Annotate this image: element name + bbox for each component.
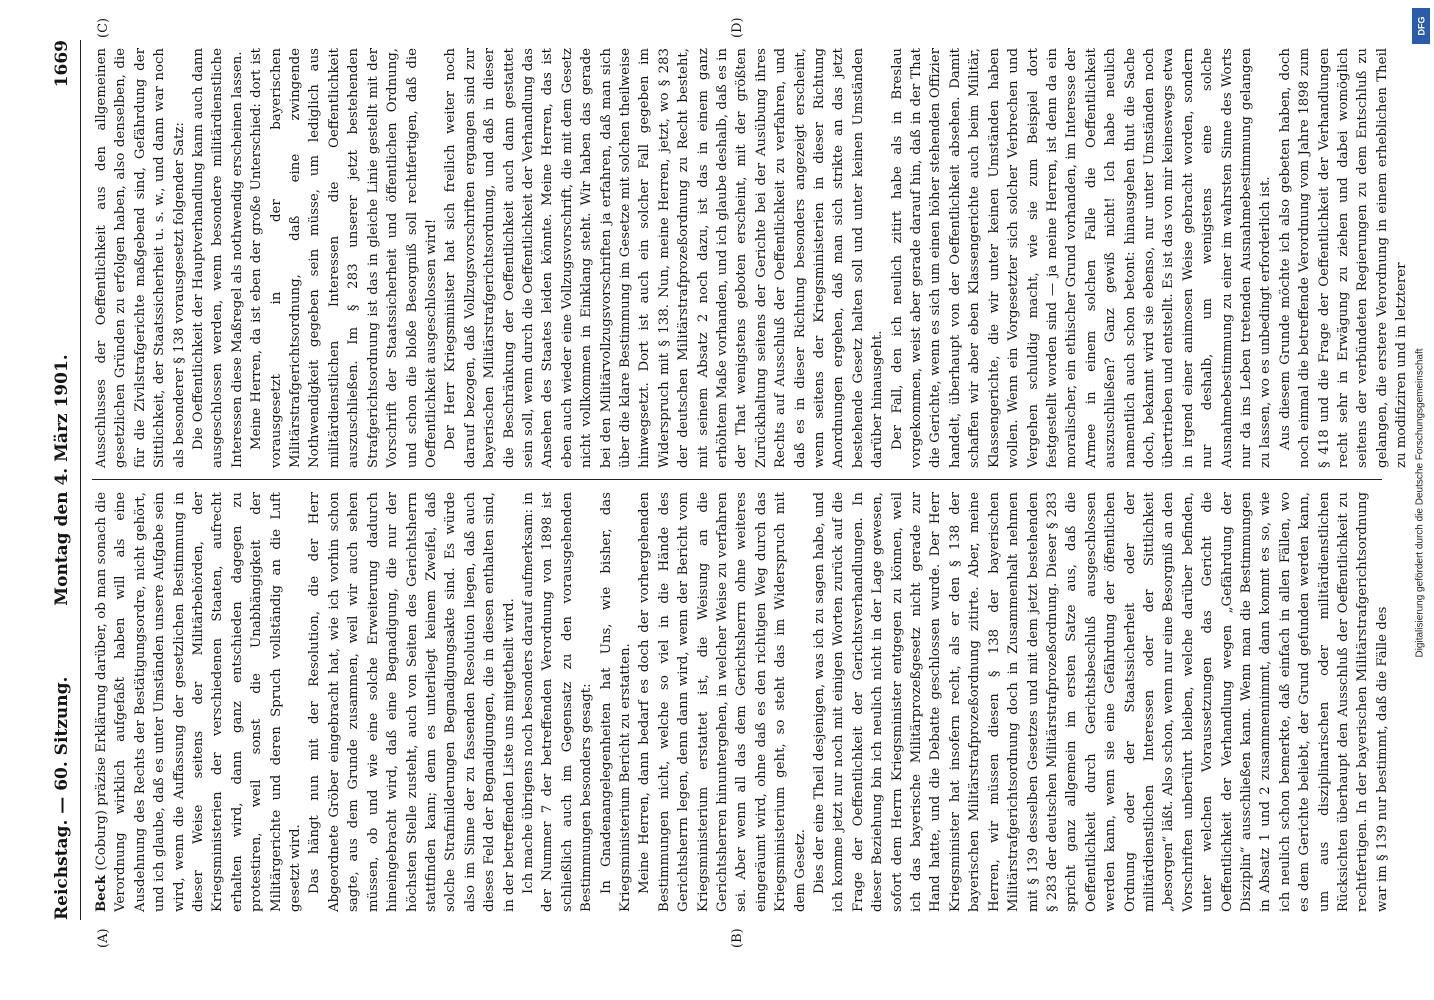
speaker-name: Beck	[94, 874, 109, 912]
margin-letter-c: (C)	[96, 17, 111, 38]
digitization-text: Digitalisierung gefördert durch die Deutsche Forschungsgemeinschaft	[1414, 348, 1426, 658]
right-column	[92, 48, 1410, 468]
margin-letter-a: (A)	[96, 928, 111, 948]
right-paragraph-6: Aus diesem Grunde möchte ich also gebeten haben, doch noch einmal die betreffende Verordnung vom Jahre 1898 zum § 418 und die Frage der Oeffentlichkeit der Verhandlungen recht sehr in Erwägung zu ziehen und dabei womöglich seitens der verbündeten Regierungen zu dem Entschluß zu gelangen, die erstere Verordnung in einem erheblichen Theil zu modifiziren und in letzterer	[1277, 48, 1410, 468]
right-paragraph-3: Meine Herren, da ist eben der große Unterschied: dort ist vorausgesetzt in der bayerischen Militärstrafgerichtsordnung, daß eine zwingende Nothwendigkeit gegeben sein müsse, um lediglich aus militärdienstlichen Interessen die Oeffentlichkeit auszuschließen. Im § 283 unserer jetzt bestehenden Strafgerichtsordnung ist das in gleiche Linie gestellt mit der Vorschrift der Staatssicherheit und öffentlichen Ordnung, und schon die bloße Besorgniß soll rechtfertigen, daß die Oeffentlichkeit ausgeschlossen wird!	[249, 48, 439, 468]
left-paragraph-1: präzise Erklärung darüber, ob man sonach die Verordnung wirklich aufgefaßt haben will als eine Ausdehnung des Rechts der Bestätigungsordre, nicht gehört, und ich glaube, daß es unter Umständen unsere Aufgabe sein wird, wenn die Auffassung der gesetzlichen Bestimmung in dieser Weise seitens der Militärbehörden, der Kriegsministerien der verschiedenen Staaten, aufrecht erhalten wird, dann ganz entschieden dagegen zu protestiren, weil sonst die Unabhängigkeit der Militärgerichte und deren Spruch vollständig an die Luft gesetzt wird.	[94, 492, 304, 912]
margin-letter-d: (D)	[730, 17, 745, 38]
left-paragraph-5: Meine Herren, dann bedarf es doch der vorhergehenden Bestimmungen nicht, welche so viel in die Hände des Gerichtsherrn legen, denn dann wird, wenn der Bericht vom Kriegsministerium erstattet ist, die Weisung an die Gerichtsherren hinuntergehen, in welcher Weise zu verfahren sei. Aber wenn all das dem Gerichtsherrn ohne weiteres eingeräumt wird, ohne daß es den richtigen Weg durch das Kriegsministerium geht, so steht das im Widerspruch mit dem Gesetz.	[637, 492, 808, 912]
speaker-paragraph	[92, 492, 305, 912]
header-page-number: 1669	[52, 40, 72, 88]
digitization-note	[1410, 8, 1430, 998]
left-paragraph-2: Das hängt nun mit der Resolution, die der Herr Abgeordnete Gröber eingebracht hat, wie ich vorhin schon sagte, aus dem Grunde zusammen, weil wir auch sehen müssen, ob und wie eine solche Erweiterung dadurch hineingebracht wird, daß eine Begnadigung, die nur der höchsten Stelle zusteht, auch von Seiten des Gerichtsherrn stattfinden kann; denn es unterliegt keinem Zweifel, daß solche Strafmilderungen Begnadigungsakte sind. Es würde also im Sinne der zu fassenden Resolution liegen, daß auch dieses Feld der Begnadigungen, die in diesen enthalten sind, in der betreffenden Liste uns mitgetheilt wird.	[307, 492, 517, 912]
page-header	[52, 40, 76, 920]
header-session: Reichstag. — 60. Sitzung.	[52, 676, 72, 920]
right-paragraph-5: Der Fall, den ich neulich zitirt habe als in Breslau vorgekommen, weist aber gerade darauf hin, daß in der That die Gerichte, wenn es sich um einen höher stehenden Offizier handelt, überhaupt von der Oeffentlichkeit absehen. Damit schaffen wir aber eben Klassengerichte auch beim Militär, Klassengerichte, die wir unter keinen Umständen haben wollen. Wenn ein Vorgesetzter sich solcher Verbrechen und Vergehen schuldig macht, wie sie zum Beispiel dort festgestellt worden sind — ja meine Herren, ist denn da ein moralischer, ein ethischer Grund vorhanden, im Interesse der Armee in einem solchen Falle die Oeffentlichkeit auszuschließen? Ganz gewiß nicht! Ich habe neulich namentlich auch schon betont: hinausgehen thut die Sache doch, bekannt wird sie ebenso, nur unter Umständen noch übertrieben und entstellt. Es ist das von mir keineswegs etwa in irgend einer animosen Weise gebracht worden, sondern nur deshalb, um wenigstens eine solche Ausnahmebestimmung zu einer im wahrsten Sinne des Worts nur da ins Leben tretenden Ausnahmebestimmung gelangen zu lassen, wo es unbedingt erforderlich ist.	[889, 48, 1274, 468]
right-quote: Die Oeffentlichkeit der Hauptverhandlung kann auch dann ausgeschlossen werden, wenn besondere militärdienstliche Interessen diese Maßregel als nothwendig erscheinen lassen.	[191, 48, 245, 468]
dfg-logo	[1412, 8, 1430, 44]
header-rule	[80, 40, 81, 920]
left-paragraph-3: Ich mache übrigens noch besonders darauf aufmerksam: in der Nummer 7 der betreffenden Verordnung von 1898 ist schließlich auch im Gegensatz zu den vorausgehenden Bestimmungen besonders gesagt:	[520, 492, 595, 912]
column-divider	[92, 479, 1382, 480]
speaker-place: (Coburg)	[94, 810, 109, 871]
header-date: Montag den 4. März 1901.	[52, 354, 72, 606]
right-paragraph-1: Ausschlusses der Oeffentlichkeit aus den allgemeinen gesetzlichen Gründen zu erfolgen haben, also denselben, die für die Zivilstrafgerichte maßgebend sind, Gefährdung der Sittlichkeit, der Staatssicherheit u. s. w., und dann war noch als besonderer § 138 vorausgesetzt folgender Satz:	[94, 48, 187, 468]
left-column	[92, 492, 1390, 912]
margin-letter-b: (B)	[730, 928, 745, 948]
right-paragraph-4: Der Herr Kriegsminister hat sich freilich weiter noch darauf bezogen, daß Vollzugsvorschriften ergangen sind zur bayerischen Militärstrafgerichtsordnung, und daß in dieser die Beschränkung der Oeffentlichkeit auch dann gestattet sein soll, wenn durch die Oeffentlichkeit der Verhandlung das Ansehen des Staates leiden könnte. Meine Herren, das ist eben auch wieder eine Vollzugsvorschrift, die mit dem Gesetz nicht vollkommen in Einklang steht. Wir haben das gerade bei den Militärvollzugsvorschriften ja erfahren, daß man sich über die klare Bestimmung im Gesetze mit solchen theilweise hinwegsetzt. Dort ist auch ein solcher Fall gegeben im Widerspruch mit § 138. Nun, meine Herren, jetzt, wo § 283 der deutschen Militärstrafprozeßordnung zu Recht besteht, mit seinem Absatz 2 noch dazu, ist das in einem ganz erhöhtem Maße vorhanden, und ich glaube deshalb, daß es in der That wenigstens geboten erscheint, mit der größten Zurückhaltung seitens der Gerichte bei der Ausübung ihres Rechts auf Ausschluß der Oeffentlichkeit zu verfahren, und daß es in dieser Richtung besonders angezeigt erscheint, wenn seitens der Kriegsministerien in dieser Richtung Anordnungen ergehen, daß man sich strikte an das jetzt bestehende Gesetz halten soll und unter keinen Umständen darüber hinausgeht.	[443, 48, 886, 468]
dfg-logo-text: DFG	[1416, 16, 1426, 36]
left-quote: In Gnadenangelegenheiten hat Uns, wie bisher, das Kriegsministerium Bericht zu erstatten.	[598, 492, 633, 912]
left-paragraph-6: Dies der eine Theil desjenigen, was ich zu sagen habe, und ich komme jetzt nur noch mit einigen Worten zurück auf die Frage der Oeffentlichkeit der Gerichtsverhandlungen. In dieser Beziehung bin ich neulich nicht in der Lage gewesen, sofort dem Herrn Kriegsminister entgegen zu können, weil ich das bayerische Militärprozeßgesetz nicht gerade zur Hand hatte, und die Debatte geschlossen wurde. Der Herr Kriegsminister hat insofern recht, als er den § 138 der bayerischen Militärstrafprozeßordnung zitirte. Aber, meine Herren, wir müssen diesen § 138 der bayerischen Militärstrafgerichtsordnung doch in Zusammenhalt nehmen mit § 139 desselben Gesetzes und mit dem jetzt bestehenden § 283 der deutschen Militärstrafprozeßordnung. Dieser § 283 spricht ganz allgemein im ersten Satze aus, daß die Oeffentlichkeit durch Gerichtsbeschluß ausgeschlossen werden kann, wenn sie eine Gefährdung der öffentlichen Ordnung oder der Staatssicherheit oder der militärdienstlichen Interessen oder der Sittlichkeit „besorgen“ läßt. Also schon, wenn nur eine Besorgniß an den Vorschriften unberührt bleiben, welche darüber befinden, unter welchen Voraussetzungen das Gericht die Oeffentlichkeit der Verhandlung wegen „Gefährdung der Disziplin“ ausschließen kann. Wenn man die Bestimmungen in Absatz 1 und 2 zusammennimmt, dann kommt es so, wie ich neulich schon bemerkte, daß einfach in allen Fällen, wo es dem Gerichte beliebt, der Grund gefunden werden kann, um aus disziplinarischen oder militärdienstlichen Rücksichten überhaupt den Ausschluß der Oeffentlichkeit zu rechtfertigen. In der bayerischen Militärstrafgerichtsordnung war im § 139 nur bestimmt, daß die Fälle des	[812, 492, 1390, 912]
